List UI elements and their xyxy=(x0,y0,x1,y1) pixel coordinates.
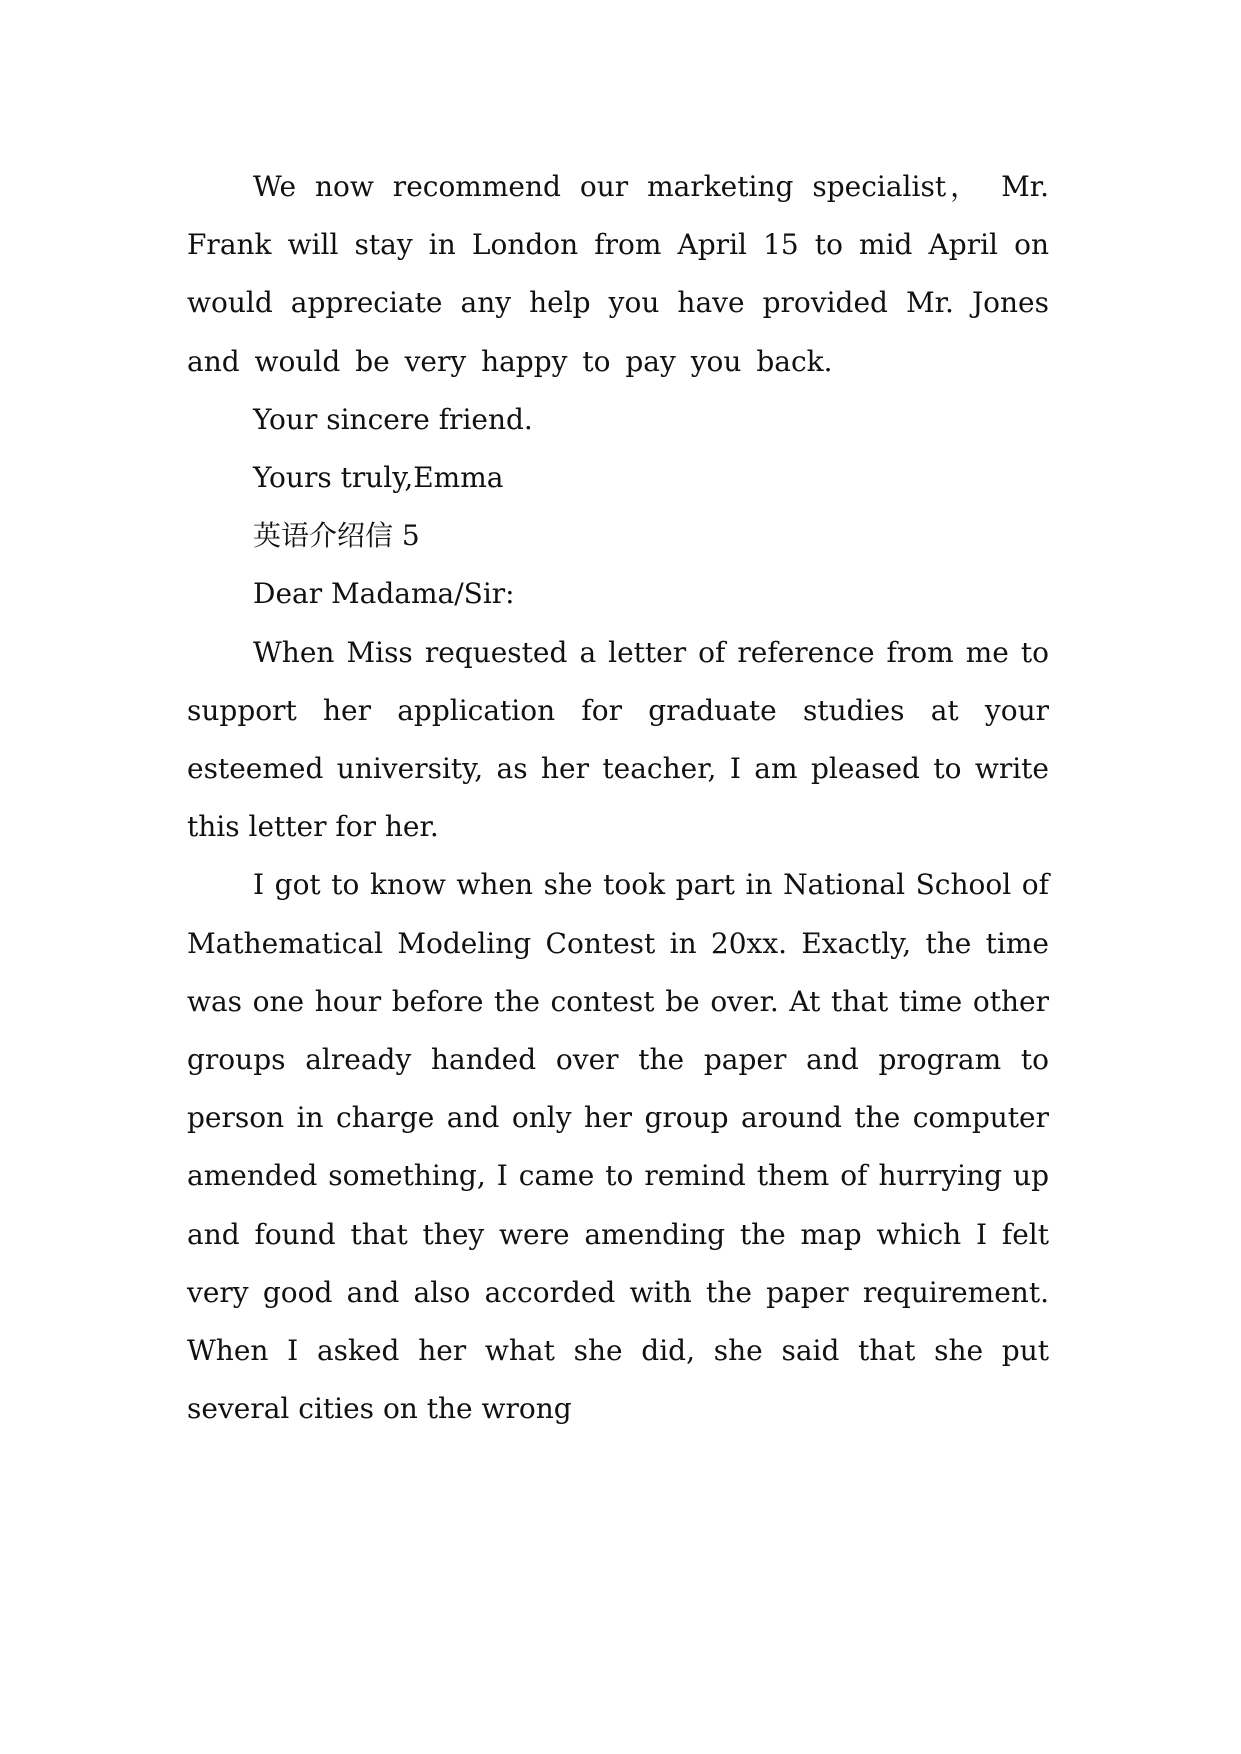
closing-line: Your sincere friend. xyxy=(253,402,533,436)
section-heading: 英语介绍信 5 xyxy=(253,519,420,553)
document-body xyxy=(187,158,1049,1438)
salutation-line: Dear Madama/Sir: xyxy=(253,577,515,611)
contest-paragraph: I got to know when she took part in National School of Mathematical Modeling Contest in 20xx. Exactly, the time was one hour before the contest be over. At that time other groups already handed over the paper and program to person in charge and only her group around the computer amended something, I came to remind them of hurrying up and found that they were amending the map which I felt very good and also accorded with the paper requirement. When I asked her what she did, she said that she put several cities on the wrong xyxy=(187,868,1049,1426)
recommendation-paragraph: We now recommend our marketing specialist， Mr. Frank will stay in London from April 15 to mid April on would appreciate any help you have provided Mr. Jones and would be very happy to pay you back. xyxy=(187,170,1049,378)
signature-line: Yours truly,Emma xyxy=(253,461,504,495)
reference-paragraph: When Miss requested a letter of reference from me to support her application for graduate studies at your esteemed university, as her teacher, I am pleased to write this letter for her. xyxy=(187,635,1049,844)
